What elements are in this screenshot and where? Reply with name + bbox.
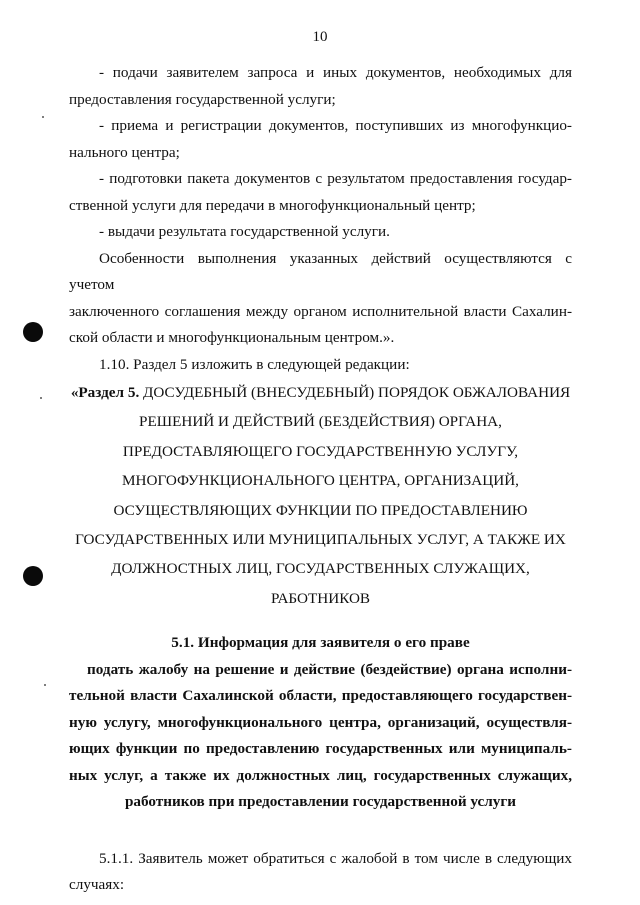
list-line: - подготовки пакета документов с результатом предоставления государ-: [99, 170, 572, 187]
list-line: - выдачи результата государственной услуги.: [99, 223, 390, 240]
page-number: 10: [312, 29, 328, 45]
punch-hole-bottom: [23, 566, 43, 586]
paragraph-line: 5.1.1. Заявитель может обратиться с жалобой в том числе в следующих: [99, 849, 572, 867]
list-line: - подачи заявителем запроса и иных документов, необходимых для: [99, 64, 572, 81]
section-heading-line: ОСУЩЕСТВЛЯЮЩИХ ФУНКЦИИ ПО ПРЕДОСТАВЛЕНИЮ: [113, 501, 528, 519]
subsection-5-1-heading: [69, 630, 572, 816]
punch-hole-top: [23, 322, 43, 342]
paragraph-line: Особенности выполнения указанных действий осуществляются с учетом: [69, 249, 572, 293]
section-heading-line: ГОСУДАРСТВЕННЫХ ИЛИ МУНИЦИПАЛЬНЫХ УСЛУГ, А ТАКЖЕ ИХ: [75, 531, 566, 549]
list-line: ственной услуги для передачи в многофункциональный центр;: [69, 196, 476, 214]
list-item: [69, 113, 572, 166]
item-5-1-1: [69, 846, 572, 899]
item-1-10: 1.10. Раздел 5 изложить в следующей редакции:: [99, 355, 410, 373]
subsection-heading-line: 5.1. Информация для заявителя о его праве: [171, 634, 470, 652]
paragraph-line: ской области и многофункциональным центром.».: [69, 329, 395, 346]
section-heading-line: [64, 378, 577, 407]
scan-speck: [44, 684, 46, 686]
list-line: нального центра;: [69, 143, 180, 161]
subsection-heading-line: ющих функции по предоставлению государственных или муниципаль-: [69, 740, 572, 758]
features-paragraph: [69, 246, 572, 352]
section-title-first: ДОСУДЕБНЫЙ (ВНЕСУДЕБНЫЙ) ПОРЯДОК ОБЖАЛОВАНИЯ: [139, 384, 571, 401]
document-body: [69, 60, 572, 899]
list-item: [69, 60, 572, 113]
subsection-heading-line: ных услуг, а также их должностных лиц, государственных служащих,: [69, 766, 572, 784]
list-item: [69, 219, 572, 246]
subsection-heading-line: тельной власти Сахалинской области, предоставляющего государствен-: [69, 687, 572, 705]
section-heading-line: ПРЕДОСТАВЛЯЮЩЕГО ГОСУДАРСТВЕННУЮ УСЛУГУ,: [122, 442, 519, 460]
section-heading-line: РЕШЕНИЙ И ДЕЙСТВИЙ (БЕЗДЕЙСТВИЯ) ОРГАНА,: [139, 413, 502, 431]
list-line: предоставления государственной услуги;: [69, 90, 336, 108]
paragraph-line: заключенного соглашения между органом исполнительной власти Сахалин-: [69, 302, 572, 320]
section-heading-line: ДОЛЖНОСТНЫХ ЛИЦ, ГОСУДАРСТВЕННЫХ СЛУЖАЩИХ,: [111, 560, 530, 578]
section-label: «Раздел 5.: [70, 384, 140, 401]
scan-speck: [40, 397, 42, 399]
list-item: [69, 166, 572, 219]
subsection-heading-line: ную услугу, многофункционального центра, организаций, осуществля-: [69, 713, 572, 731]
subsection-heading-line: работников при предоставлении государственной услуги: [124, 793, 517, 811]
section-heading-line: МНОГОФУНКЦИОНАЛЬНОГО ЦЕНТРА, ОРГАНИЗАЦИЙ,: [122, 472, 519, 490]
subsection-heading-line: подать жалобу на решение и действие (бездействие) органа исполни-: [87, 660, 572, 678]
list-line: - приема и регистрации документов, поступивших из многофункцио-: [99, 117, 572, 134]
paragraph-line: случаях:: [69, 876, 125, 894]
section-5-heading: [69, 378, 572, 613]
section-heading-line: РАБОТНИКОВ: [270, 589, 371, 607]
scan-speck: [42, 116, 44, 118]
